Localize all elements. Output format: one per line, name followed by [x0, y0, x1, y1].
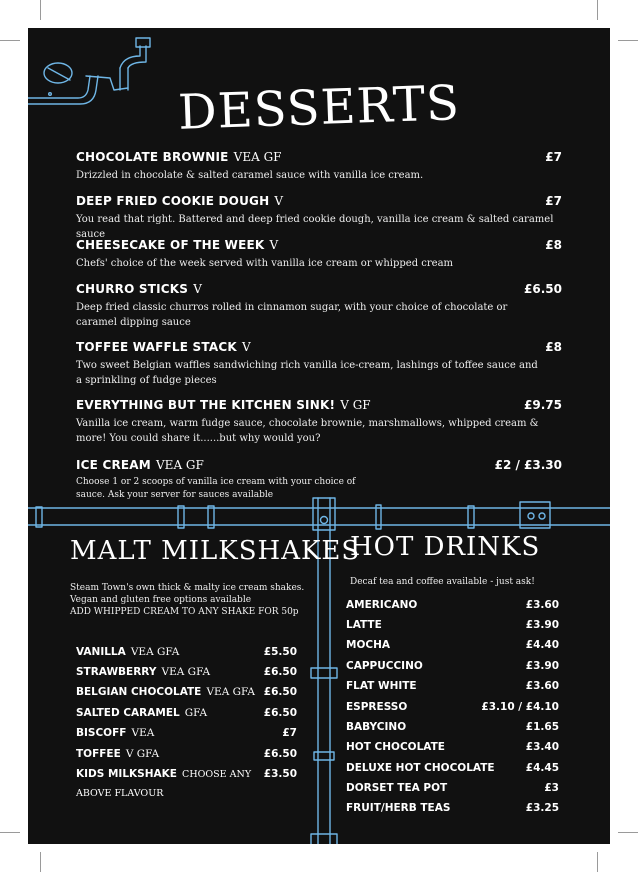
- item-name: HOT CHOCOLATE: [346, 741, 445, 753]
- item-price: £7: [545, 150, 562, 164]
- item-price: £3.40: [525, 741, 559, 753]
- item-price: £5.50: [263, 646, 297, 658]
- hot-drink-row: [346, 802, 559, 814]
- item-name: CAPPUCCINO: [346, 660, 423, 672]
- item-description: Two sweet Belgian waffles sandwiching rich vanilla ice-cream, lashings of toffee sauce and a sprinkling of fudge pieces: [76, 360, 538, 386]
- item-price: £3.25: [525, 802, 559, 814]
- item-name: LATTE: [346, 619, 382, 631]
- milkshake-row: [76, 660, 297, 679]
- item-price: £6.50: [263, 707, 297, 719]
- item-tags: VEA GFA: [206, 686, 255, 698]
- item-name: TOFFEE WAFFLE STACK: [76, 340, 237, 354]
- crop-mark: [618, 40, 638, 41]
- hot-drinks-title: HOT DRINKS: [350, 532, 541, 562]
- item-name: TOFFEE: [76, 748, 121, 760]
- item-price: £4.40: [525, 639, 559, 651]
- item-tags: V: [274, 194, 284, 208]
- item-tags: V: [269, 238, 279, 252]
- item-price: £3.90: [525, 660, 559, 672]
- item-name: SALTED CARAMEL: [76, 707, 180, 719]
- hot-drink-row: [346, 741, 559, 753]
- item-tags: VEA: [131, 727, 155, 739]
- item-description: Chefs' choice of the week served with vanilla ice cream or whipped cream: [76, 258, 454, 269]
- hot-drink-row: [346, 619, 559, 631]
- item-name: MOCHA: [346, 639, 390, 651]
- milkshakes-intro-line: Vegan and gluten free options available: [70, 595, 252, 605]
- item-name: ICE CREAM: [76, 458, 151, 472]
- item-price: £7: [545, 194, 562, 208]
- item-price: £3.50: [263, 768, 297, 780]
- milkshakes-title: MALT MILKSHAKES: [70, 536, 361, 566]
- hot-drink-row: [346, 721, 559, 733]
- milkshake-row: [76, 701, 297, 720]
- item-price: £1.65: [525, 721, 559, 733]
- item-name: FRUIT/HERB TEAS: [346, 802, 451, 814]
- crop-mark: [0, 832, 20, 833]
- hot-drinks-intro: Decaf tea and coffee available - just ask!: [350, 577, 535, 587]
- page-title: DESSERTS: [177, 75, 461, 141]
- hot-drink-row: [346, 680, 559, 692]
- item-name: EVERYTHING BUT THE KITCHEN SINK!: [76, 398, 336, 412]
- item-tags: V: [241, 340, 251, 354]
- item-price: £3.60: [525, 599, 559, 611]
- milkshake-row: [76, 721, 297, 740]
- item-tags: V GFA: [125, 748, 160, 760]
- hot-drink-row: [346, 782, 559, 794]
- item-tags: VEA GFA: [161, 666, 211, 678]
- crop-mark: [618, 832, 638, 833]
- crop-mark: [597, 0, 598, 20]
- hot-drink-row: [346, 701, 559, 713]
- hot-drink-row: [346, 599, 559, 611]
- milkshake-row: [76, 742, 297, 761]
- item-name: DELUXE HOT CHOCOLATE: [346, 762, 495, 774]
- item-price: £4.45: [525, 762, 559, 774]
- item-name: BISCOFF: [76, 727, 127, 739]
- item-name: ESPRESSO: [346, 701, 408, 713]
- crop-mark: [40, 0, 41, 20]
- item-price: £7: [282, 727, 297, 739]
- dessert-item: [76, 234, 562, 271]
- item-description: Drizzled in chocolate & salted caramel sauce with vanilla ice cream.: [76, 170, 424, 181]
- item-tags: CHOOSE ANY: [182, 769, 252, 780]
- item-price: £8: [545, 238, 562, 252]
- item-name: DORSET TEA POT: [346, 782, 448, 794]
- item-name: VANILLA: [76, 646, 126, 658]
- item-name: BELGIAN CHOCOLATE: [76, 686, 202, 698]
- hot-drink-row: [346, 639, 559, 651]
- item-price: £6.50: [263, 666, 297, 678]
- dessert-item: [76, 454, 562, 502]
- dessert-item: [76, 146, 562, 183]
- item-name: AMERICANO: [346, 599, 418, 611]
- item-name: FLAT WHITE: [346, 680, 417, 692]
- item-description: Vanilla ice cream, warm fudge sauce, chocolate brownie, marshmallows, whipped cream & more! You could share it......but why would you?: [76, 418, 539, 444]
- item-price: £3.60: [525, 680, 559, 692]
- item-name: CHURRO STICKS: [76, 282, 189, 296]
- crop-mark: [40, 852, 41, 872]
- item-description: Deep fried classic churros rolled in cinnamon sugar, with your choice of chocolate or caramel dipping sauce: [76, 302, 508, 328]
- milkshake-row: [76, 680, 297, 699]
- item-name: KIDS MILKSHAKE: [76, 768, 177, 780]
- crop-mark: [597, 852, 598, 872]
- item-price: £8: [545, 340, 562, 354]
- item-tags: V: [193, 282, 202, 296]
- item-description: You read that right. Battered and deep fried cookie dough, vanilla ice cream & salted caramel sauce: [76, 214, 554, 240]
- item-price: £3: [544, 782, 559, 794]
- item-tags: VEA GF: [233, 150, 282, 164]
- item-price: £9.75: [524, 398, 562, 412]
- item-price: £6.50: [263, 686, 297, 698]
- item-subtext: ABOVE FLAVOUR: [76, 788, 164, 799]
- item-tags: GFA: [184, 707, 208, 719]
- item-price: £3.90: [525, 619, 559, 631]
- milkshake-row: [76, 640, 297, 659]
- dessert-item: [76, 278, 562, 330]
- item-name: BABYCINO: [346, 721, 407, 733]
- milkshakes-intro: [70, 582, 304, 618]
- crop-mark: [0, 40, 20, 41]
- hot-drink-row: [346, 762, 559, 774]
- milkshakes-intro-line: ADD WHIPPED CREAM TO ANY SHAKE FOR 50p: [70, 607, 299, 617]
- dessert-item: [76, 394, 562, 446]
- milkshake-row: [76, 762, 297, 800]
- item-name: CHOCOLATE BROWNIE: [76, 150, 229, 164]
- item-description: Choose 1 or 2 scoops of vanilla ice cream with your choice of sauce. Ask your server for sauces available: [76, 477, 356, 500]
- item-tags: VEA GF: [156, 458, 204, 472]
- item-name: CHEESECAKE OF THE WEEK: [76, 238, 265, 252]
- menu-page: [28, 28, 610, 844]
- item-tags: V GF: [340, 398, 371, 412]
- item-name: STRAWBERRY: [76, 666, 157, 678]
- item-price: £2 / £3.30: [494, 458, 562, 472]
- item-name: DEEP FRIED COOKIE DOUGH: [76, 194, 270, 208]
- item-tags: VEA GFA: [130, 646, 180, 658]
- dessert-item: [76, 336, 562, 388]
- milkshakes-intro-line: Steam Town's own thick & malty ice cream shakes.: [70, 583, 305, 593]
- item-price: £3.10 / £4.10: [481, 701, 559, 713]
- item-price: £6.50: [263, 748, 297, 760]
- hot-drink-row: [346, 660, 559, 672]
- item-price: £6.50: [524, 282, 562, 296]
